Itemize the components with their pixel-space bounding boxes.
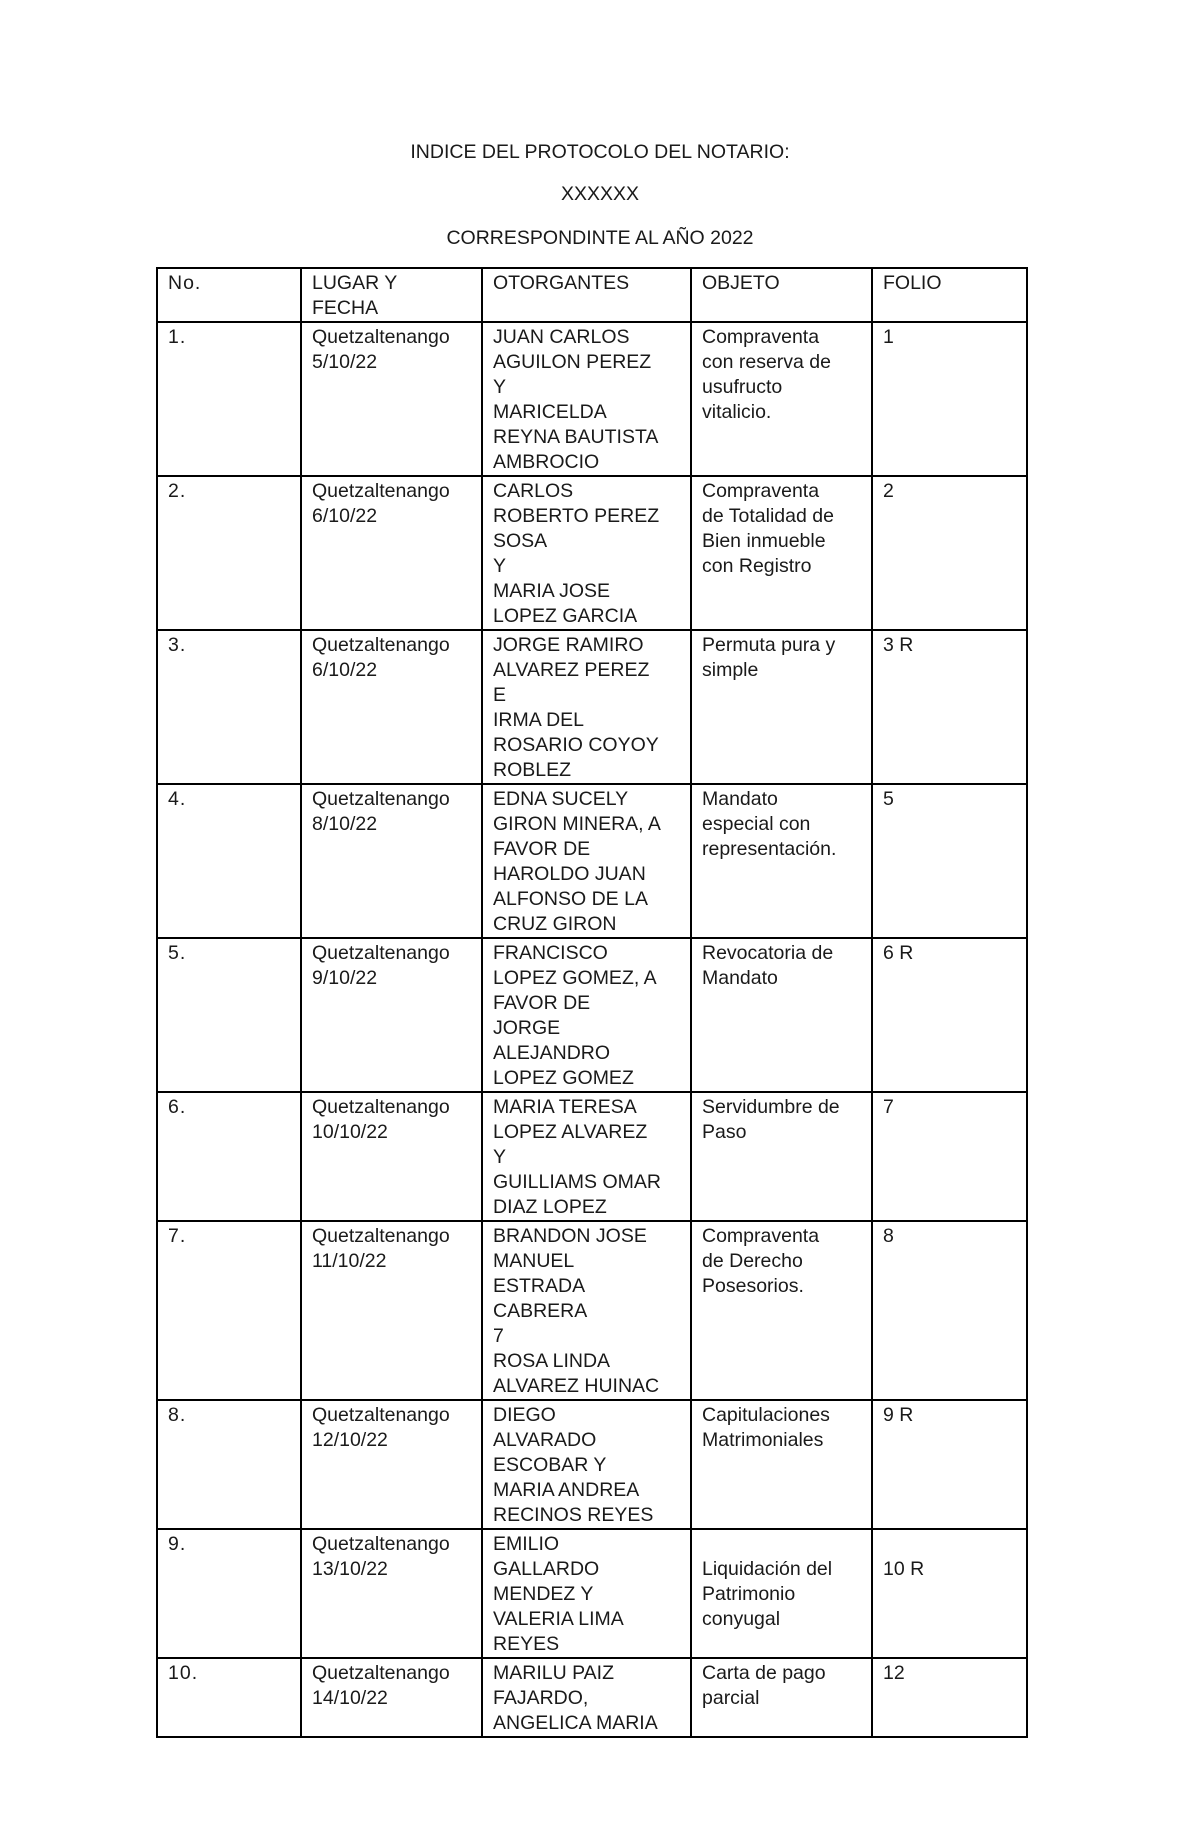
- cell-otorgantes: [482, 1400, 691, 1529]
- cell-lugar-fecha: [301, 322, 482, 476]
- table-row: [157, 630, 1027, 784]
- cell-objeto-text: Revocatoria de Mandato: [702, 942, 834, 989]
- table-row: [157, 476, 1027, 630]
- cell-objeto-text: Permuta pura y simple: [702, 634, 836, 681]
- cell-lugar-fecha-text: Quetzaltenango 5/10/22: [312, 326, 450, 373]
- cell-lugar-fecha-text: Quetzaltenango 12/10/22: [312, 1404, 450, 1451]
- cell-folio: [872, 1400, 1027, 1529]
- cell-objeto: [691, 1400, 872, 1529]
- cell-otorgantes: [482, 1092, 691, 1221]
- cell-objeto-text: Compraventa de Derecho Posesorios.: [702, 1225, 820, 1297]
- cell-otorgantes: [482, 1658, 691, 1737]
- header-objeto: [691, 268, 872, 322]
- cell-no: [157, 322, 301, 476]
- cell-no: [157, 1658, 301, 1737]
- cell-folio-text: 3 R: [883, 634, 914, 656]
- cell-objeto: [691, 476, 872, 630]
- cell-lugar-fecha-text: Quetzaltenango 8/10/22: [312, 788, 450, 835]
- table-row: [157, 322, 1027, 476]
- cell-otorgantes: [482, 630, 691, 784]
- cell-folio-text: 5: [883, 788, 894, 810]
- cell-lugar-fecha-text: Quetzaltenango 9/10/22: [312, 942, 450, 989]
- cell-folio: [872, 784, 1027, 938]
- cell-otorgantes-text: EMILIO GALLARDO MENDEZ Y VALERIA LIMA REYES: [493, 1533, 624, 1655]
- cell-otorgantes-text: MARIA TERESA LOPEZ ALVAREZ Y GUILLIAMS OMAR DIAZ LOPEZ: [493, 1096, 661, 1218]
- cell-objeto: [691, 938, 872, 1092]
- cell-lugar-fecha-text: Quetzaltenango 6/10/22: [312, 634, 450, 681]
- cell-folio: [872, 1529, 1027, 1658]
- cell-no: [157, 476, 301, 630]
- cell-no-text: 1.: [168, 326, 187, 348]
- cell-folio-text: 2: [883, 480, 894, 502]
- cell-lugar-fecha: [301, 1658, 482, 1737]
- cell-folio: [872, 1092, 1027, 1221]
- cell-otorgantes-text: JORGE RAMIRO ALVAREZ PEREZ E IRMA DEL ROSARIO COYOY ROBLEZ: [493, 634, 659, 781]
- document-title: INDICE DEL PROTOCOLO DEL NOTARIO:: [410, 141, 790, 163]
- table-row: [157, 1092, 1027, 1221]
- table-row: [157, 1221, 1027, 1400]
- table-row: [157, 938, 1027, 1092]
- cell-no: [157, 938, 301, 1092]
- cell-lugar-fecha: [301, 1400, 482, 1529]
- header-lugar-fecha: [301, 268, 482, 322]
- header-no-label: No.: [168, 272, 202, 294]
- cell-objeto-text: Compraventa con reserva de usufructo vitalicio.: [702, 326, 831, 423]
- cell-otorgantes-text: FRANCISCO LOPEZ GOMEZ, A FAVOR DE JORGE ALEJANDRO LOPEZ GOMEZ: [493, 942, 657, 1089]
- cell-objeto: [691, 1092, 872, 1221]
- cell-otorgantes-text: CARLOS ROBERTO PEREZ SOSA Y MARIA JOSE LOPEZ GARCIA: [493, 480, 660, 627]
- cell-lugar-fecha: [301, 938, 482, 1092]
- cell-lugar-fecha: [301, 1221, 482, 1400]
- cell-no: [157, 630, 301, 784]
- cell-objeto-text: Capitulaciones Matrimoniales: [702, 1404, 830, 1451]
- cell-folio: [872, 1221, 1027, 1400]
- cell-no: [157, 1221, 301, 1400]
- protocol-index-table: [156, 267, 1028, 1738]
- cell-objeto: [691, 1221, 872, 1400]
- cell-no-text: 6.: [168, 1096, 187, 1118]
- cell-lugar-fecha: [301, 1529, 482, 1658]
- cell-lugar-fecha: [301, 476, 482, 630]
- cell-lugar-fecha-text: Quetzaltenango 10/10/22: [312, 1096, 450, 1143]
- header-objeto-label: OBJETO: [702, 272, 780, 294]
- table-row: [157, 1658, 1027, 1737]
- cell-folio-text: 7: [883, 1096, 894, 1118]
- cell-objeto: [691, 1529, 872, 1658]
- cell-otorgantes: [482, 784, 691, 938]
- header-folio-label: FOLIO: [883, 272, 942, 294]
- cell-no: [157, 1092, 301, 1221]
- cell-lugar-fecha: [301, 630, 482, 784]
- cell-folio-text: 1: [883, 326, 894, 348]
- cell-otorgantes: [482, 1221, 691, 1400]
- cell-folio: [872, 938, 1027, 1092]
- cell-objeto: [691, 1658, 872, 1737]
- cell-otorgantes: [482, 476, 691, 630]
- cell-otorgantes-text: MARILU PAIZ FAJARDO, ANGELICA MARIA: [493, 1662, 658, 1734]
- notary-name: XXXXXX: [560, 183, 640, 205]
- cell-objeto: [691, 630, 872, 784]
- table-row: [157, 1400, 1027, 1529]
- cell-no-text: 2.: [168, 480, 187, 502]
- cell-objeto-text: Compraventa de Totalidad de Bien inmueble con Registro: [702, 480, 834, 577]
- cell-otorgantes: [482, 938, 691, 1092]
- cell-otorgantes-text: BRANDON JOSE MANUEL ESTRADA CABRERA 7 ROSA LINDA ALVAREZ HUINAC: [493, 1225, 660, 1397]
- cell-objeto: [691, 322, 872, 476]
- cell-folio-text: 6 R: [883, 942, 914, 964]
- cell-otorgantes-text: DIEGO ALVARADO ESCOBAR Y MARIA ANDREA RECINOS REYES: [493, 1404, 654, 1526]
- cell-objeto: [691, 784, 872, 938]
- table-row: [157, 1529, 1027, 1658]
- cell-lugar-fecha: [301, 1092, 482, 1221]
- header-lugar-fecha-label: LUGAR Y FECHA: [312, 272, 398, 319]
- cell-lugar-fecha-text: Quetzaltenango 11/10/22: [312, 1225, 450, 1272]
- cell-folio: [872, 1658, 1027, 1737]
- cell-objeto-text: Carta de pago parcial: [702, 1662, 826, 1709]
- cell-otorgantes: [482, 1529, 691, 1658]
- table-body: [157, 322, 1027, 1737]
- cell-no-text: 9.: [168, 1533, 187, 1555]
- cell-otorgantes-text: JUAN CARLOS AGUILON PEREZ Y MARICELDA REYNA BAUTISTA AMBROCIO: [493, 326, 659, 473]
- cell-objeto-text: Liquidación del Patrimonio conyugal: [702, 1558, 833, 1630]
- header-folio: [872, 268, 1027, 322]
- cell-lugar-fecha-text: Quetzaltenango 6/10/22: [312, 480, 450, 527]
- cell-no-text: 3.: [168, 634, 187, 656]
- cell-objeto-text: Mandato especial con representación.: [702, 788, 837, 860]
- cell-no-text: 8.: [168, 1404, 187, 1426]
- document-subtitle: CORRESPONDINTE AL AÑO 2022: [446, 227, 754, 249]
- cell-folio: [872, 630, 1027, 784]
- cell-folio: [872, 476, 1027, 630]
- header-no: [157, 268, 301, 322]
- cell-lugar-fecha-text: Quetzaltenango 13/10/22: [312, 1533, 450, 1580]
- table-header-row: [157, 268, 1027, 322]
- cell-no-text: 4.: [168, 788, 187, 810]
- cell-no-text: 5.: [168, 942, 187, 964]
- cell-folio-text: 9 R: [883, 1404, 914, 1426]
- header-otorgantes-label: OTORGANTES: [493, 272, 630, 294]
- table-row: [157, 784, 1027, 938]
- cell-otorgantes-text: EDNA SUCELY GIRON MINERA, A FAVOR DE HAROLDO JUAN ALFONSO DE LA CRUZ GIRON: [493, 788, 661, 935]
- cell-folio-text: 10 R: [883, 1558, 925, 1580]
- cell-no: [157, 784, 301, 938]
- cell-no-text: 10.: [168, 1662, 199, 1684]
- cell-no: [157, 1400, 301, 1529]
- cell-lugar-fecha: [301, 784, 482, 938]
- cell-folio-text: 12: [883, 1662, 905, 1684]
- cell-otorgantes: [482, 322, 691, 476]
- cell-no: [157, 1529, 301, 1658]
- cell-objeto-text: Servidumbre de Paso: [702, 1096, 840, 1143]
- cell-no-text: 7.: [168, 1225, 187, 1247]
- cell-lugar-fecha-text: Quetzaltenango 14/10/22: [312, 1662, 450, 1709]
- cell-folio: [872, 322, 1027, 476]
- cell-folio-text: 8: [883, 1225, 894, 1247]
- header-otorgantes: [482, 268, 691, 322]
